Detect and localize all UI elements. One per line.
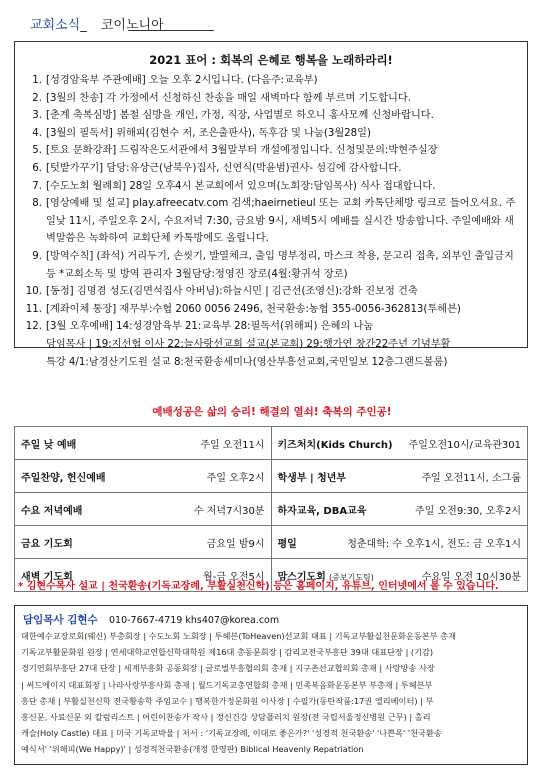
news-extra-line: 담임목사 | 19:지선협 이사 22:늘사랑선교회 설교(본교회) 29:행가연 창간22주년 기념부활 bbox=[46, 338, 451, 350]
news-num: 5. bbox=[32, 145, 42, 157]
service-time: 청춘대학: 수 오후1시, 전도: 금 오후1시 bbox=[347, 538, 521, 550]
news-text: [영상예배 및 설교] play.afreecatv.com 검색;haeirnetieul 또는 교회 카톡단체방 링크로 들어오셔요. 주일낮 11시, 주일오후 2시, 수요저녁 7:30, 금요밤 9시, 새벽5시 예배를 실시간 방송합니다. 주일예배와 새벽말씀은 녹화하여 교회단체 카톡방에도 올립니다. bbox=[46, 198, 516, 245]
news-item bbox=[25, 178, 519, 196]
service-name: 맘스기도회 bbox=[277, 571, 326, 583]
news-item bbox=[25, 125, 519, 143]
bio-line: | 써드에이지 대표회장 | 나라사랑부흥사회 총재 | 월드기독교총연합회 총재 | 민족복음화운동본부 부총재 | 투헤븐부 bbox=[21, 679, 433, 690]
news-num: 12. bbox=[25, 321, 42, 333]
service-name: 평일 bbox=[277, 538, 297, 550]
news-text: [텃밭가꾸기] 담당:유상근(남북우)집사, 신연식(박윤범)권사- 섬김에 감사합니다. bbox=[46, 162, 402, 174]
news-text: [성경암육부 주관예배] 오늘 오후 2시입니다. (다음주:교육부) bbox=[46, 75, 318, 86]
news-item bbox=[25, 248, 519, 283]
news-extra-line: 특강 4/1:남경산기도원 설교 8:천국환송세미나(영산부흥선교회,국민일보 12층그랜드볼룸) bbox=[46, 356, 448, 368]
service-time: 금요일 밤9시 bbox=[206, 538, 265, 550]
news-num: 1. bbox=[32, 75, 42, 86]
service-time: 주일오전10시/교육관301 bbox=[408, 439, 521, 451]
service-time: 주일 오후2시 bbox=[206, 472, 265, 484]
service-name: 하자교육, DBA교육 bbox=[277, 505, 367, 517]
service-name: 새벽 기도회 bbox=[21, 571, 73, 583]
bio-line: 경기연회부흥단 27대 단장 | 세계부흥화 공동회장 | 글로벌부흥협의회 총재 | 지구촌선교협의회 총재 | 사랑방송 사장 bbox=[21, 663, 435, 674]
worship-schedule-table bbox=[14, 426, 528, 592]
pastor-name: 담임목사 김현수 bbox=[23, 614, 98, 626]
table-row bbox=[15, 493, 528, 526]
slogan: 예배성공은 삶의 승리! 해결의 열쇠! 축복의 주인공! bbox=[152, 406, 392, 418]
pastor-box bbox=[14, 605, 528, 765]
news-num: 11. bbox=[25, 303, 42, 315]
service-name: 수요 저녁예배 bbox=[21, 505, 83, 517]
news-box bbox=[14, 41, 528, 368]
bio-line: 기독교부활문화원 원장 | 연세대학교연합신학대학원 제16대 총동문회장 | 감리교전국부흥단 39대 대표단장 | (기감) bbox=[21, 647, 434, 658]
news-item bbox=[25, 283, 519, 301]
news-item bbox=[25, 72, 519, 90]
service-name: 주일찬양, 헌신예배 bbox=[21, 472, 106, 484]
service-time: 주일 오전11시 bbox=[200, 439, 265, 451]
news-item bbox=[25, 142, 519, 160]
pastor-contact: 010-7667-4719 khs407@korea.com bbox=[109, 615, 280, 626]
service-note: (중보기도팀) bbox=[329, 572, 374, 582]
header-suffix: _ bbox=[80, 18, 87, 33]
notice-text: * 김현수목사 설교 | 천국환송(기독교장례, 부활실천신학) 등은 홈페이지, 유튜브, 인터넷에서 볼 수 있습니다. bbox=[18, 581, 499, 592]
bio-line: 캐슬(Holy Castle) 대표 | 미국 기독교박물 | 저서 : '기독교장례, 이대로 좋은가?' '성경적 천국환송' '나쁜목' '천국환송 bbox=[21, 728, 442, 739]
news-num: 9. bbox=[32, 250, 42, 262]
service-name: 키즈처치(Kids Church) bbox=[277, 439, 393, 451]
news-text: [토요 문화강좌] 드림작은도서관에서 3월말부터 개설예정입니다. 신청및문의:박현주실장 bbox=[46, 145, 438, 157]
news-text: [3월의 필독서] 위해피(김현수 저, 조은출판사), 독후감 및 나눔(3월28일) bbox=[46, 127, 371, 139]
service-time: 수요일 오전 10시30분 bbox=[421, 571, 521, 583]
service-time: 월-금 오전5시 bbox=[203, 571, 265, 583]
news-text: [춘계 축복심방] 봄철 심방을 개인, 가정, 직장, 사업별로 하오니 홍사모께 신청바랍니다. bbox=[46, 110, 434, 122]
news-text: [3월 오후예배] 14:성경암육부 21:교육부 28:필독서(위해피) 은혜의 나눔 bbox=[46, 321, 374, 333]
header-label: 교회소식 bbox=[30, 18, 81, 33]
service-time: 수 저녁7시30분 bbox=[193, 505, 265, 517]
news-item bbox=[25, 195, 519, 248]
news-list bbox=[25, 72, 519, 371]
news-text: [계좌이체 통장] 재무부:수협 2060 0056 2496, 천국환송:농협 355-0056-362813(투헤븐) bbox=[46, 303, 461, 315]
table-row bbox=[15, 460, 528, 493]
service-name: 금요 기도회 bbox=[21, 538, 73, 550]
table-row bbox=[15, 526, 528, 559]
news-text: [동정] 김명겸 성도(김면석집사 아버님):하늘시민 | 김근선(조영신):강화 진보정 건축 bbox=[46, 286, 418, 298]
news-num: 10. bbox=[25, 286, 42, 298]
news-text: [수도노회 월례회] 28일 오후4시 본교회에서 있으며(노회장:담임목사) 식사 접대합니다. bbox=[46, 180, 436, 192]
header-underline bbox=[128, 30, 214, 31]
news-text: [3월의 찬송] 각 가정에서 신청하신 찬송을 매일 새벽마다 함께 부르며 기도합니다. bbox=[46, 92, 411, 104]
news-num: 2. bbox=[32, 92, 42, 104]
news-num: 4. bbox=[32, 127, 42, 139]
news-num: 8. bbox=[32, 198, 42, 210]
news-item bbox=[25, 160, 519, 178]
pastor-bio bbox=[21, 628, 521, 758]
news-item bbox=[25, 107, 519, 125]
news-item bbox=[25, 318, 519, 336]
service-name: 주일 낮 예배 bbox=[21, 439, 77, 451]
news-num: 6. bbox=[32, 162, 42, 174]
bio-line: 대한예수교장로회(웨신) 부총회장 | 수도노회 노회장 | 투헤븐(ToHeaven)선교회 대표 | 기독교부활실천문화운동본부 총재 bbox=[21, 631, 456, 641]
bio-line: 예식서' '위해피(We Happy)' | 성경적천국환송(개정 한영판) Biblical Heavenly Repatriation bbox=[21, 744, 364, 755]
bio-line: 흥신문, 사료신문 외 칼럼리스트 | 어린이찬송가 작사 | 정신건강 상담플러치 원장(전 국립서울정신병원 근무) | 홀리 bbox=[21, 712, 431, 723]
news-item bbox=[25, 90, 519, 108]
bio-line: 흥단 총재 | 부활실천신학 전국황송학 주임교수 | 행복한가정문화원 이사장 | 수필가(동탄작품:17권 엘리베이터) | 부 bbox=[21, 695, 434, 706]
service-time: 주일 오전11시, 소그룹 bbox=[421, 472, 521, 484]
church-name: 코이노니아 bbox=[100, 18, 164, 33]
news-title: 2021 표어 : 회복의 은혜로 행복을 노래하라리! bbox=[149, 53, 393, 67]
service-name: 학생부 | 청년부 bbox=[277, 472, 347, 484]
service-time: 주일 오전9:30, 오후2시 bbox=[415, 505, 521, 517]
news-num: 7. bbox=[32, 180, 42, 192]
table-row bbox=[15, 427, 528, 460]
news-item bbox=[25, 301, 519, 319]
news-text: [방역수칙] (좌석) 거리두기, 손씻기, 발열체크, 출입 명부정리, 마스크 착용, 문고리 접촉, 외부인 출입금지 등 *교회소독 및 방역 관리자 3월담당:정영진 장로(4월:황귀석 장로) bbox=[46, 250, 514, 280]
pastor-header bbox=[23, 612, 279, 627]
news-num: 3. bbox=[32, 110, 42, 122]
